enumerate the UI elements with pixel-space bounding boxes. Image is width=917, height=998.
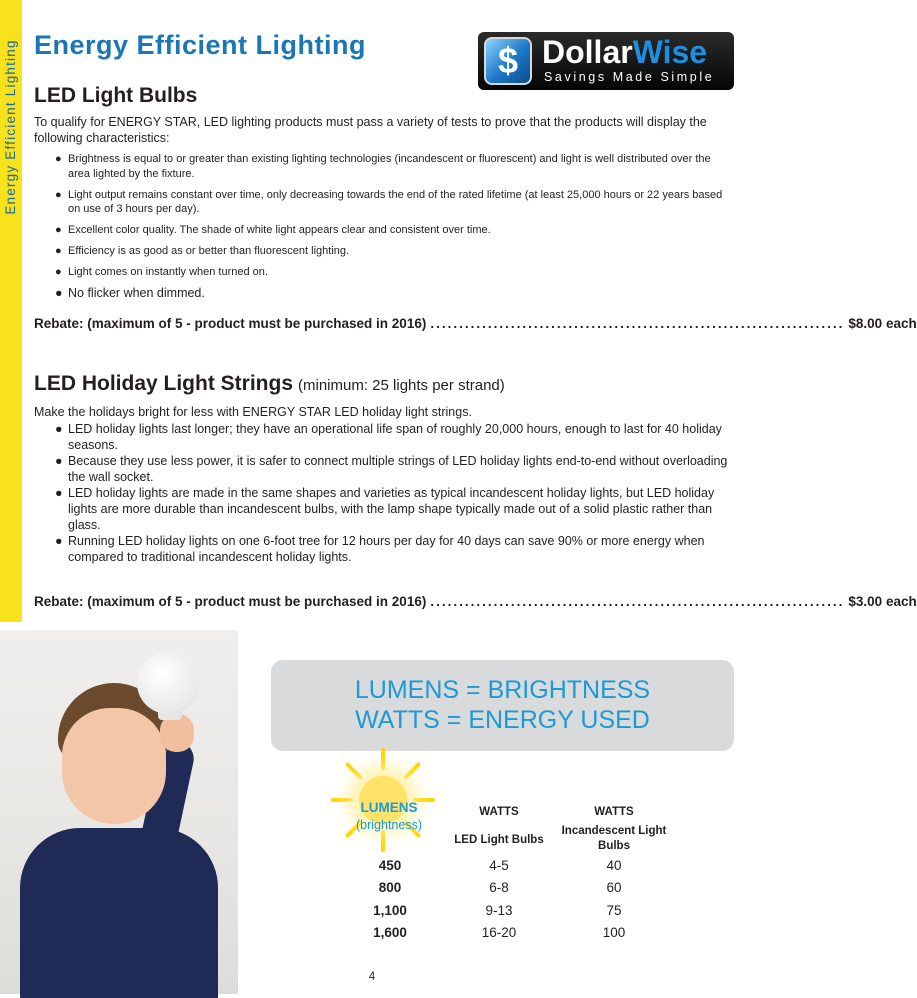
lumens-header: LUMENS [360,800,418,815]
bullet-icon: ● [55,534,63,548]
list-item-text: LED holiday lights are made in the same shapes and varieties as typical incandescent holiday lights, but LED holiday lights are more durable than incandescent bulbs, with the lamp shape typically made out of a solid plastic rather than glass. [68,486,715,532]
lumens-cell: 800 [378,880,402,895]
rebate-amount: $3.00 each [848,594,917,609]
bullet-icon: ● [55,454,63,468]
led-holiday-heading-row [34,372,505,396]
logo-brand-part2: Wise [632,34,708,70]
logo-brand-part1: Dollar [542,34,633,70]
list-item-text: Light comes on instantly when turned on. [68,266,268,278]
lumens-subheader: (brightness) [356,818,422,832]
bullet-icon: ● [55,422,63,436]
incandescent-watts-cell: 40 [606,858,622,873]
led-holiday-heading: LED Holiday Light Strings [34,372,294,395]
list-item-text: Running LED holiday lights on one 6-foot tree for 12 hours per day for 40 days can save 90% or more energy when compared to traditional incandescent holiday lights. [68,534,705,564]
dot-leader: ........................................................................ [430,316,845,331]
list-item-text: Efficiency is as good as or better than fluorescent lighting. [68,245,350,257]
led-watts-header: WATTS [479,806,519,818]
dot-leader: ........................................................................ [430,594,845,609]
list-item-text: LED holiday lights last longer; they have an operational life span of roughly 20,000 hours, enough to last for 40 holiday seasons. [68,422,722,452]
light-bulb-icon [137,652,199,714]
sun-ray [381,748,385,770]
list-item [55,453,735,485]
led-holiday-list [55,421,735,565]
incandescent-watts-cell: 60 [606,880,622,895]
page-number: 4 [368,971,376,983]
list-item [55,152,735,181]
lumens-cell: 1,600 [373,925,407,940]
list-item-text: Brightness is equal to or greater than existing lighting technologies (incandescent or fluorescent) and light is well distributed over the area lighted by the fixture. [68,153,711,180]
list-item-text: Light output remains constant over time, only decreasing towards the end of the rated lifetime (at least 25,000 hours or 22 years based on use of 3 hours per day). [68,188,723,215]
dollarwise-logo [478,32,734,90]
incandescent-watts-cell: 75 [606,903,622,918]
table-row [350,903,690,925]
led-watts-cell: 16-20 [481,925,517,940]
led-bulbs-heading: LED Light Bulbs [34,84,198,107]
logo-brand [542,34,707,70]
list-item [55,188,735,217]
callout-line2: WATTS = ENERGY USED [355,706,650,734]
dollar-sign: $ [497,40,519,81]
list-item [55,244,735,259]
led-bulbs-list [55,152,735,307]
sun-ray [345,762,363,780]
list-item-text: Excellent color quality. The shade of white light appears clear and consistent over time. [68,224,491,236]
led-watts-cell: 4-5 [489,858,509,873]
incandescent-watts-cell: 100 [602,925,626,940]
lumens-cell: 450 [378,858,402,873]
bullet-icon: ● [55,224,62,236]
rebate-label: Rebate: (maximum of 5 - product must be purchased in 2016) [34,316,427,331]
led-watts-cell: 9-13 [485,903,513,918]
led-holiday-subheading: (minimum: 25 lights per strand) [298,377,505,394]
photo-shirt [20,828,218,998]
list-item [55,421,735,453]
bullet-icon: ● [55,486,63,500]
sun-ray [381,830,385,852]
callout-line1: LUMENS = BRIGHTNESS [354,676,651,704]
incandescent-watts-subheader: Incandescent Light Bulbs [561,825,667,852]
bullet-icon: ● [55,266,62,278]
rebate-label: Rebate: (maximum of 5 - product must be purchased in 2016) [34,594,427,609]
led-bulbs-intro: To qualify for ENERGY STAR, LED lighting products must pass a variety of tests to prove that the products will display the following characteristics: [34,115,707,145]
list-item [55,533,735,565]
list-item [55,265,735,280]
list-item [55,223,735,238]
table-row [350,880,690,902]
list-item [55,286,735,301]
led-holiday-intro: Make the holidays bright for less with ENERGY STAR LED holiday light strings. [34,405,472,419]
list-item-text: No flicker when dimmed. [68,286,205,300]
page-title: Energy Efficient Lighting [34,30,367,60]
bullet-icon: ● [55,188,62,201]
led-bulbs-rebate [34,316,917,331]
led-watts-subheader: LED Light Bulbs [454,834,544,846]
photo-face [62,708,166,824]
led-watts-cell: 6-8 [489,880,509,895]
lumens-cell: 1,100 [373,903,407,918]
dollar-badge-icon [484,37,532,85]
sun-ray [403,762,421,780]
logo-tagline: Savings Made Simple [544,70,715,84]
boy-holding-bulb-photo [0,630,238,994]
led-holiday-rebate [34,594,917,609]
bullet-icon: ● [55,245,62,257]
table-row [350,925,690,947]
rebate-amount: $8.00 each [848,316,917,331]
incandescent-watts-header: WATTS [594,806,634,818]
table-row [350,858,690,880]
bullet-icon: ● [55,153,62,165]
sidebar-label: Energy Efficient Lighting [3,39,18,215]
lumens-callout [271,660,734,751]
list-item-text: Because they use less power, it is safer to connect multiple strings of LED holiday lights end-to-end without overloading the wall socket. [68,454,728,484]
list-item [55,485,735,533]
bullet-icon: ● [55,286,63,300]
